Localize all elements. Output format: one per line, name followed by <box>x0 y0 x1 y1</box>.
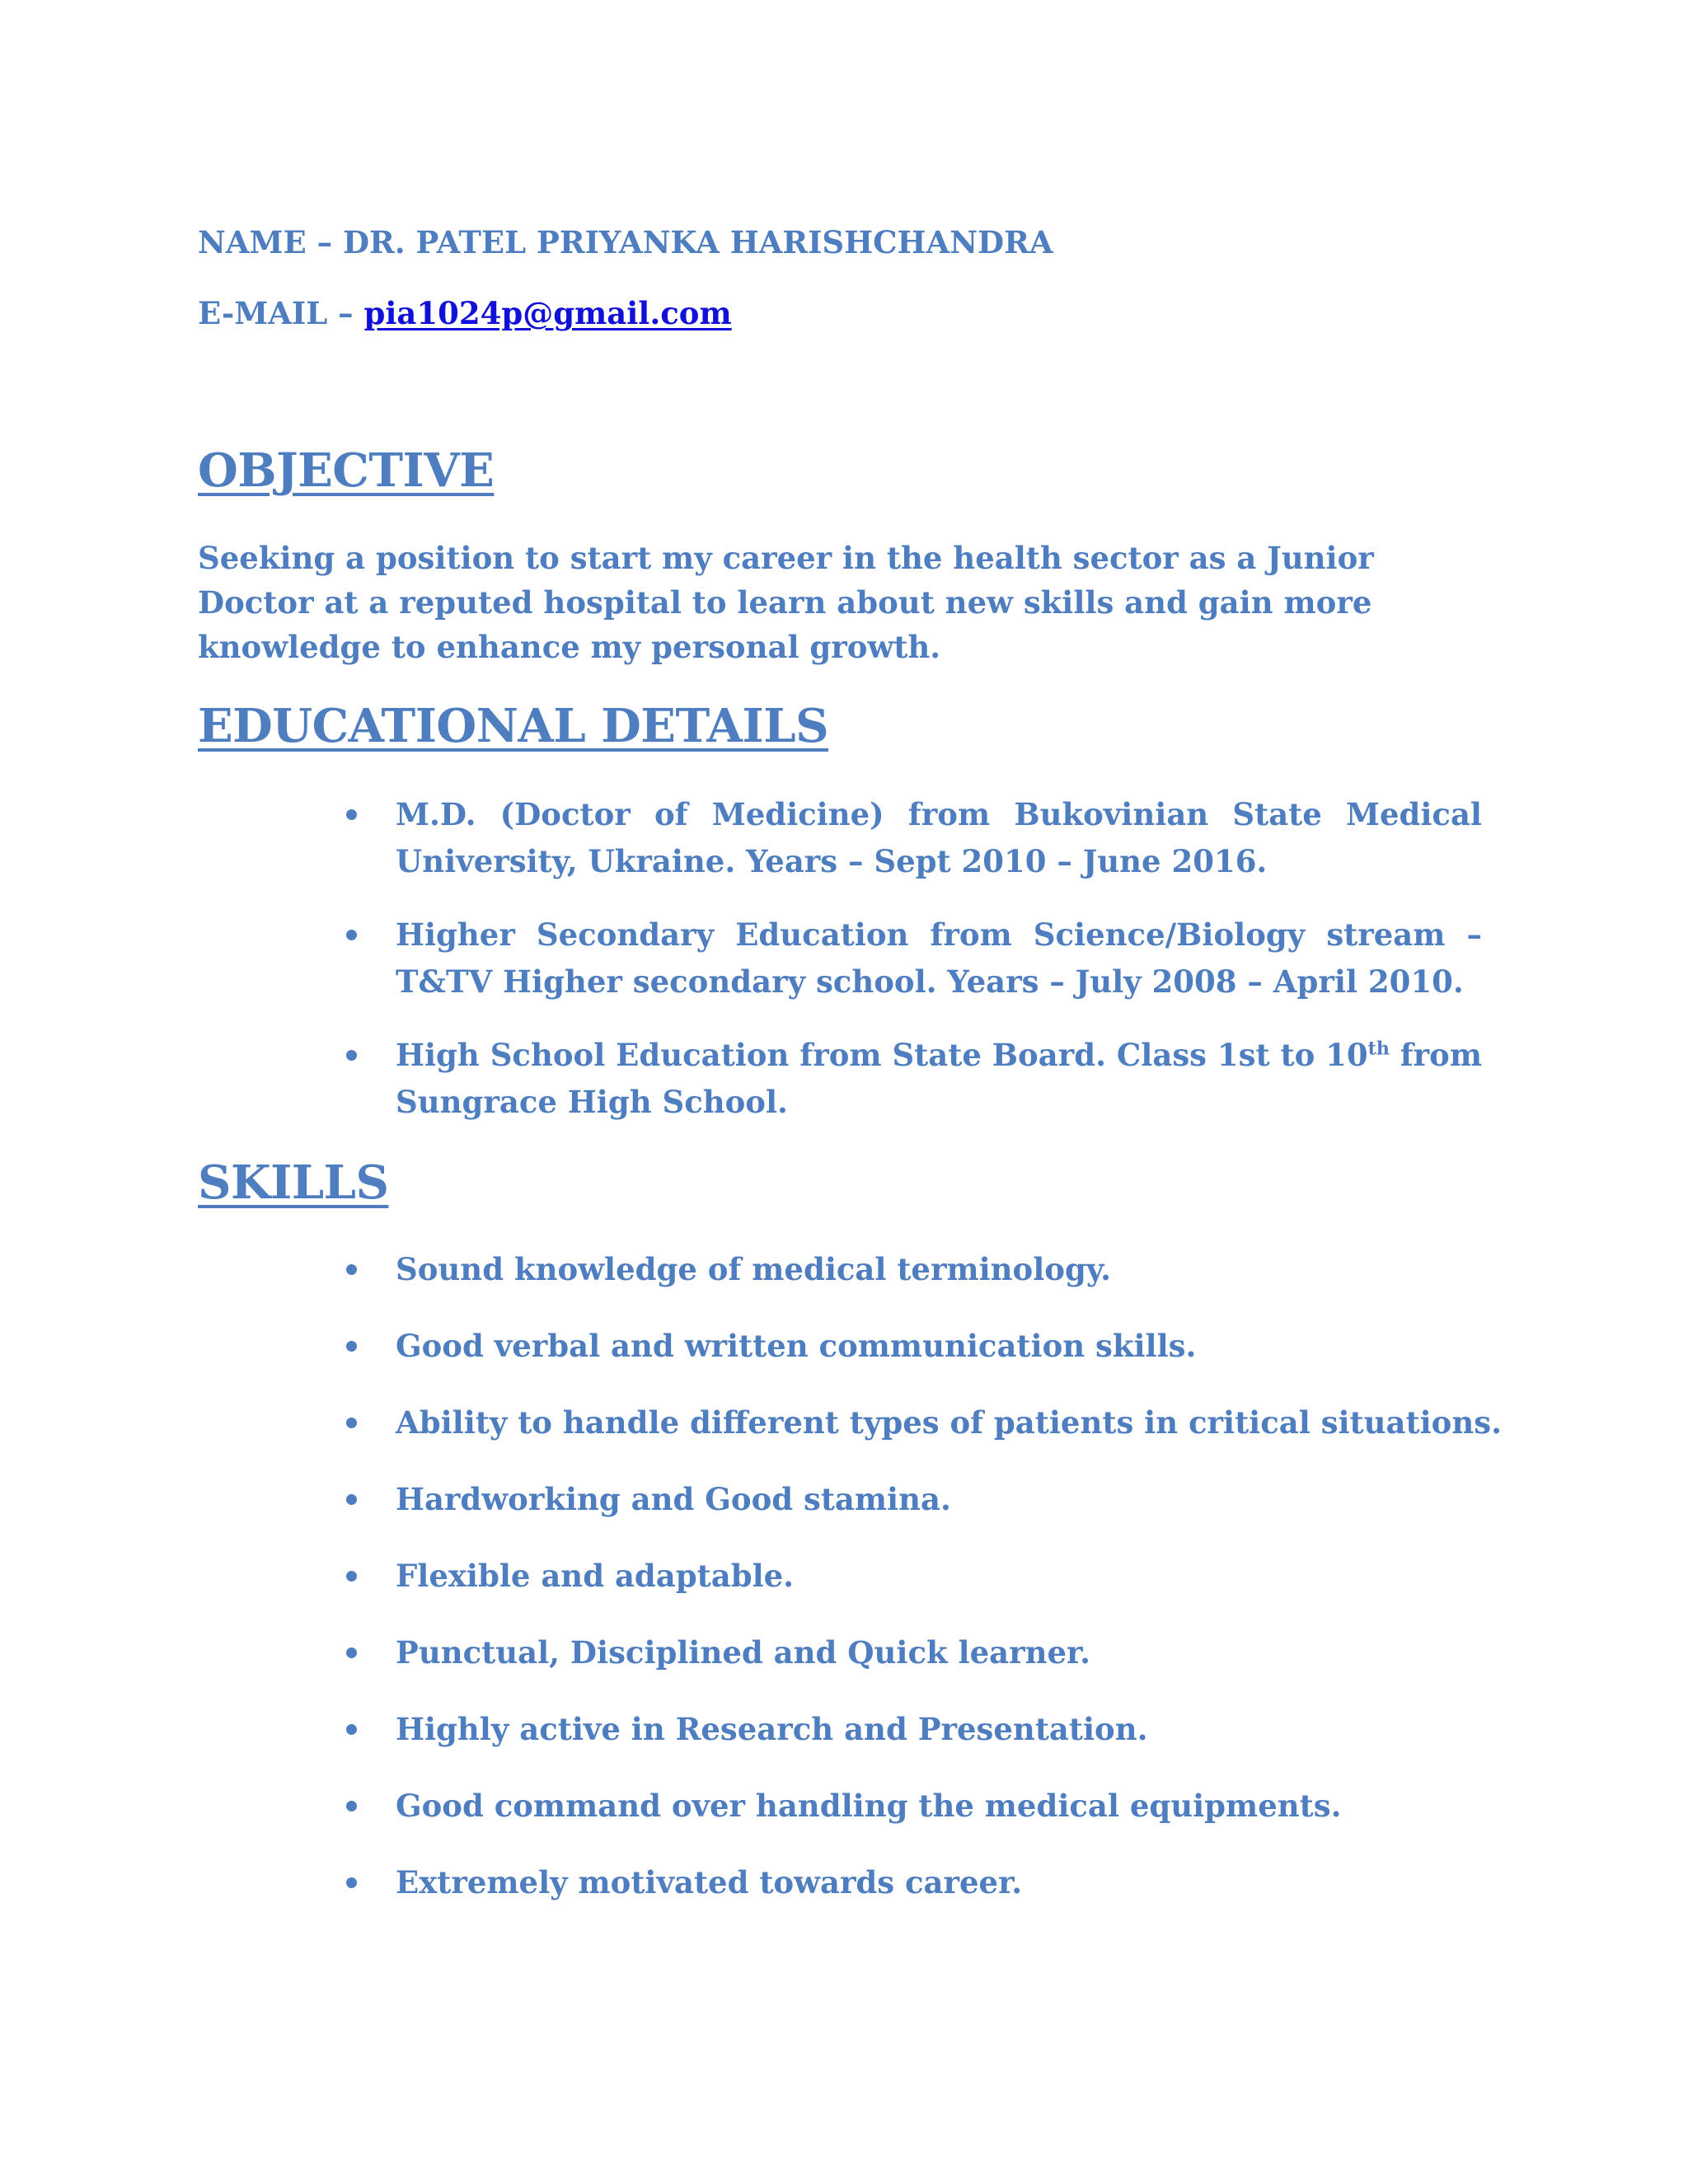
skill-text: Ability to handle different types of patients in critical situations. <box>396 1404 1502 1441</box>
education-item-text-end: from Sungrace High School. <box>396 1037 1482 1120</box>
education-item <box>346 791 1482 885</box>
skill-text: Punctual, Disciplined and Quick learner. <box>396 1634 1091 1671</box>
skills-heading: SKILLS <box>198 1155 389 1210</box>
skill-text: Sound knowledge of medical terminology. <box>396 1251 1111 1287</box>
education-item <box>346 1032 1482 1126</box>
bullet-icon <box>346 1418 357 1428</box>
bullet-icon <box>346 930 357 940</box>
bullet-icon <box>346 1341 357 1352</box>
skill-item <box>346 1399 1502 1446</box>
skills-list <box>346 1246 1502 1936</box>
skill-item <box>346 1629 1482 1676</box>
ordinal-suffix: th <box>1367 1038 1390 1060</box>
education-item-text <box>396 1037 1482 1120</box>
bullet-icon <box>346 1724 357 1735</box>
skill-item <box>346 1783 1482 1830</box>
skill-text: Flexible and adaptable. <box>396 1558 795 1594</box>
email-link[interactable]: pia1024p@gmail.com <box>363 295 732 331</box>
skill-text: Highly active in Research and Presentation. <box>396 1711 1148 1747</box>
bullet-icon <box>346 809 357 820</box>
education-list <box>346 791 1482 1152</box>
objective-heading: OBJECTIVE <box>198 443 495 498</box>
skill-text: Good command over handling the medical equipments. <box>396 1788 1342 1824</box>
name-line: NAME – DR. PATEL PRIYANKA HARISHCHANDRA <box>198 224 1053 260</box>
skill-text: Extremely motivated towards career. <box>396 1864 1023 1900</box>
skill-item <box>346 1859 1482 1906</box>
skill-item <box>346 1706 1482 1753</box>
bullet-icon <box>346 1877 357 1888</box>
skill-item <box>346 1246 1482 1293</box>
skill-text: Good verbal and written communication skills. <box>396 1328 1197 1364</box>
education-item-text: M.D. (Doctor of Medicine) from Bukovinian State Medical University, Ukraine. Years – Sept 2010 – June 2016. <box>396 796 1482 879</box>
education-heading: EDUCATIONAL DETAILS <box>198 699 829 753</box>
skill-item <box>346 1323 1482 1370</box>
education-item <box>346 912 1482 1005</box>
objective-text: Seeking a position to start my career in the health sector as a Junior Doctor at a reputed hospital to learn about new skills and gain more knowledge to enhance my personal growth. <box>198 540 1374 665</box>
bullet-icon <box>346 1801 357 1811</box>
education-item-text-start: High School Education from State Board. Class 1st to 10 <box>396 1037 1368 1073</box>
bullet-icon <box>346 1494 357 1505</box>
email-line <box>198 295 732 331</box>
bullet-icon <box>346 1571 357 1582</box>
skill-item <box>346 1476 1482 1523</box>
email-label: E-MAIL – <box>198 295 364 331</box>
bullet-icon <box>346 1264 357 1275</box>
bullet-icon <box>346 1647 357 1658</box>
skill-text: Hardworking and Good stamina. <box>396 1481 951 1517</box>
skill-item <box>346 1553 1482 1600</box>
education-item-text: Higher Secondary Education from Science/Biology stream – T&TV Higher secondary school. Years – July 2008 – April 2010. <box>396 916 1482 1000</box>
bullet-icon <box>346 1050 357 1061</box>
